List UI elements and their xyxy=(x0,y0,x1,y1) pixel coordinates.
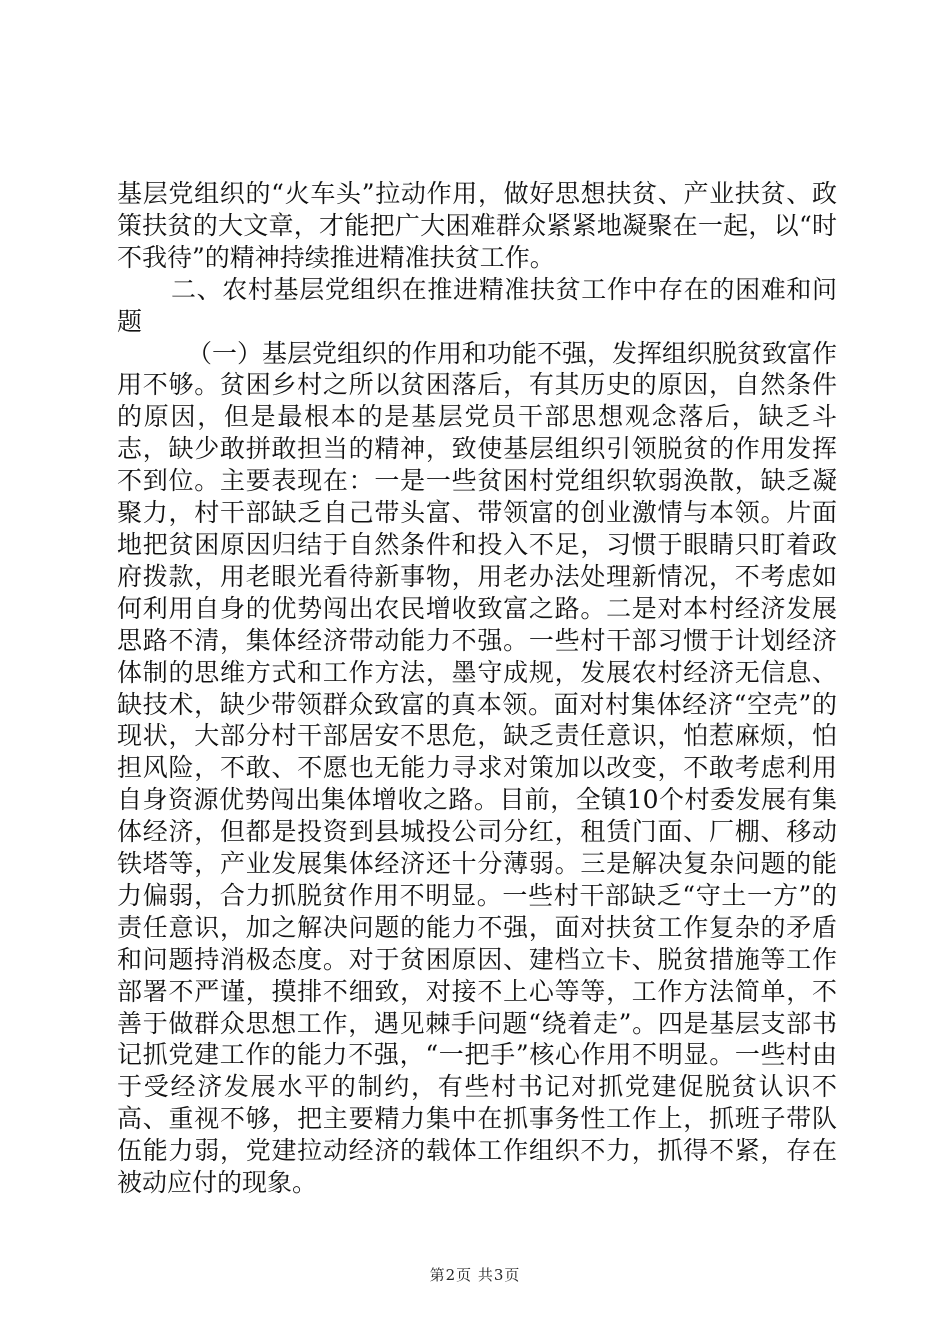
document-body xyxy=(117,178,837,1199)
paragraph-continuation: 基层党组织的“火车头”拉动作用，做好思想扶贫、产业扶贫、政策扶贫的大文章，才能把广大困难群众紧紧地凝聚在一起，以“时不我待”的精神持续推进精准扶贫工作。 xyxy=(117,179,837,272)
section-heading: 二、农村基层党组织在推进精准扶贫工作中存在的困难和问题 xyxy=(117,274,837,336)
page-number-footer: 第2页 共3页 xyxy=(429,1266,521,1284)
paragraph-subsection-one: （一）基层党组织的作用和功能不强，发挥组织脱贫致富作用不够。贫困乡村之所以贫困落后，有其历史的原因，自然条件的原因，但是最根本的是基层党员干部思想观念落后，缺乏斗志，缺少敢拼敢担当的精神，致使基层组织引领脱贫的作用发挥不到位。主要表现在：一是一些贫困村党组织软弱涣散，缺乏凝聚力，村干部缺乏自己带头富、带领富的创业激情与本领。片面地把贫困原因归结于自然条件和投入不足，习惯于眼睛只盯着政府拨款，用老眼光看待新事物，用老办法处理新情况，不考虑如何利用自身的优势闯出农民增收致富之路。二是对本村经济发展思路不清，集体经济带动能力不强。一些村干部习惯于计划经济体制的思维方式和工作方法，墨守成规，发展农村经济无信息、缺技术，缺少带领群众致富的真本领。面对村集体经济“空壳”的现状，大部分村干部居安不思危，缺乏责任意识，怕惹麻烦，怕担风险，不敢、不愿也无能力寻求对策加以改变，不敢考虑利用自身资源优势闯出集体增收之路。目前，全镇10个村委发展有集体经济，但都是投资到县城投公司分红，租赁门面、厂棚、移动铁塔等，产业发展集体经济还十分薄弱。三是解决复杂问题的能力偏弱，合力抓脱贫作用不明显。一些村干部缺乏“守土一方”的责任意识，加之解决问题的能力不强，面对扶贫工作复杂的矛盾和问题持消极态度。对于贫困原因、建档立卡、脱贫措施等工作部署不严谨，摸排不细致，对接不上心等等，工作方法简单，不善于做群众思想工作，遇见棘手问题“绕着走”。四是基层支部书记抓党建工作的能力不强，“一把手”核心作用不明显。一些村由于受经济发展水平的制约，有些村书记对抓党建促脱贫认识不高、重视不够，把主要精力集中在抓事务性工作上，抓班子带队伍能力弱，党建拉动经济的载体工作组织不力，抓得不紧，存在被动应付的现象。 xyxy=(117,338,838,1198)
